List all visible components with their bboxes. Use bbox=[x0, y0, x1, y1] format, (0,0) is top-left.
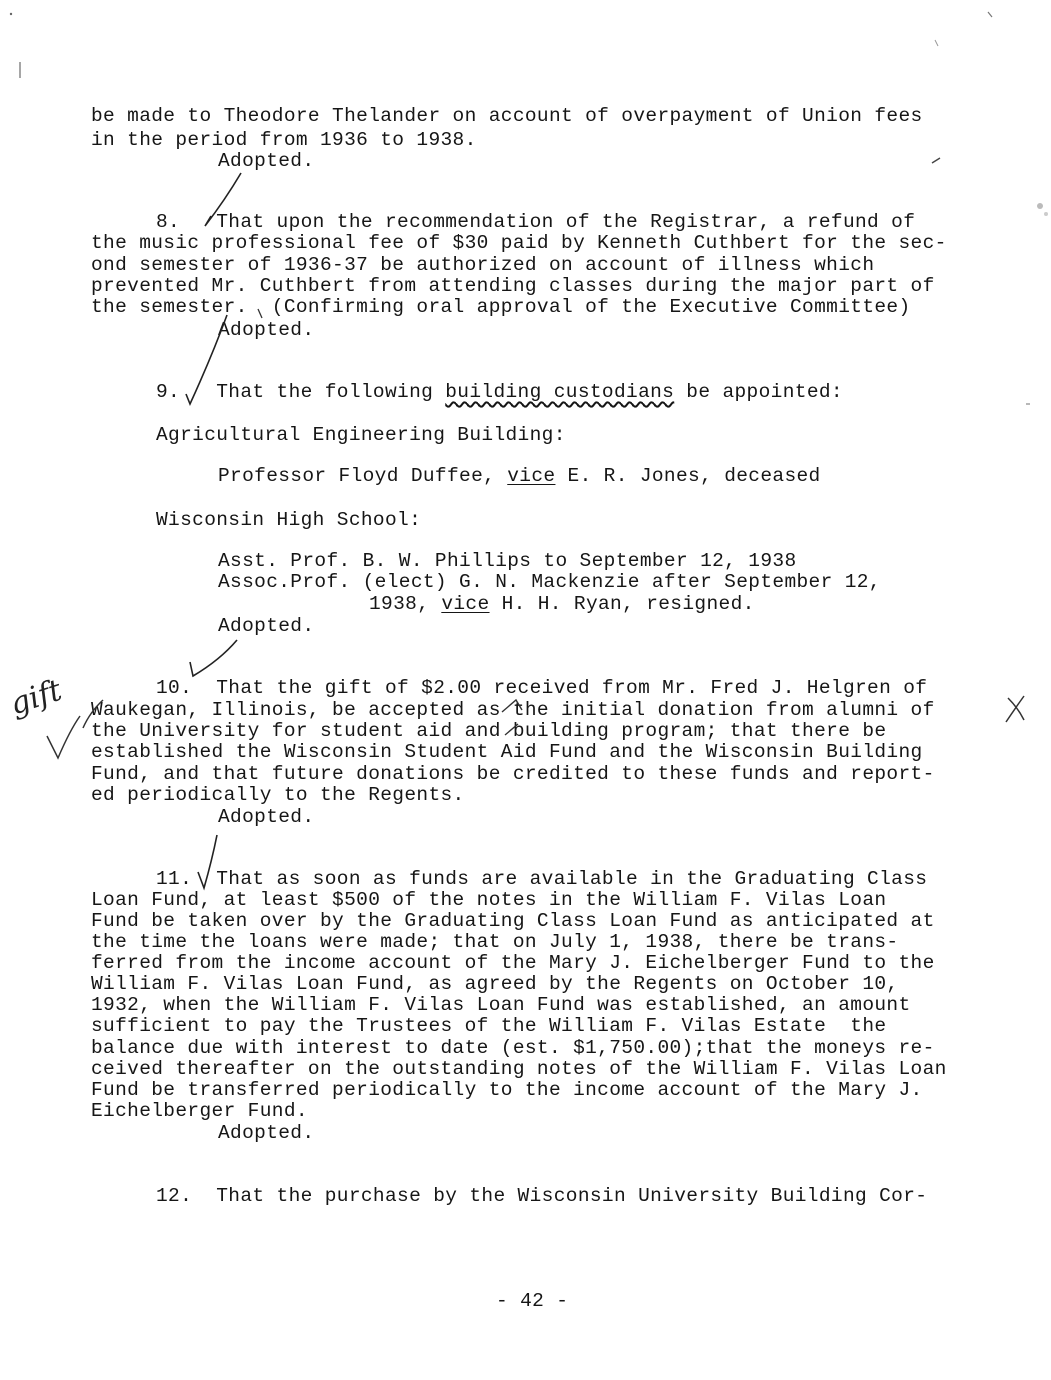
text-line: the semester. (Confirming oral approval of the Executive Committee) bbox=[91, 296, 911, 318]
section-heading: Agricultural Engineering Building: bbox=[156, 424, 566, 446]
appointment-line: Assoc.Prof. (elect) G. N. Mackenzie after September 12, bbox=[218, 571, 881, 593]
text-line: be made to Theodore Thelander on account of overpayment of Union fees bbox=[91, 105, 923, 127]
check-mark-icon bbox=[190, 640, 237, 676]
text-line: Fund, and that future donations be credited to these funds and report- bbox=[91, 763, 935, 785]
text-segment: 9. That the following bbox=[156, 381, 446, 403]
item-12-line: 12. That the purchase by the Wisconsin University Building Cor- bbox=[156, 1185, 928, 1207]
text-line: ond semester of 1936-37 be authorized on account of illness which bbox=[91, 254, 875, 276]
text-line: sufficient to pay the Trustees of the William F. Vilas Estate the bbox=[91, 1015, 887, 1037]
adopted-label: Adopted. bbox=[218, 615, 315, 637]
text-segment: be appointed: bbox=[674, 381, 843, 403]
item-10-line: 10. That the gift of $2.00 received from Mr. Fred J. Helgren of bbox=[156, 677, 928, 699]
adopted-label: Adopted. bbox=[218, 319, 315, 341]
ink-mark-icon bbox=[932, 158, 940, 163]
appointment-line bbox=[218, 465, 821, 487]
handwritten-margin-note: gift bbox=[5, 672, 67, 723]
item-9-line bbox=[156, 381, 843, 403]
text-line: balance due with interest to date (est. $1,750.00);that the moneys re- bbox=[91, 1037, 935, 1059]
appointment-line bbox=[369, 593, 755, 615]
text-line: in the period from 1936 to 1938. bbox=[91, 129, 477, 151]
underlined-term: building custodians bbox=[445, 381, 675, 403]
adopted-label: Adopted. bbox=[218, 1122, 315, 1144]
text-line: prevented Mr. Cuthbert from attending classes during the major part of bbox=[91, 275, 935, 297]
appointment-line: Asst. Prof. B. W. Phillips to September 12, 1938 bbox=[218, 550, 797, 572]
text-line: the time the loans were made; that on July 1, 1938, there be trans- bbox=[91, 931, 899, 953]
ink-speck-icon bbox=[10, 13, 12, 15]
text-line: Fund be taken over by the Graduating Class Loan Fund as anticipated at bbox=[91, 910, 935, 932]
text-line: Loan Fund, at least $500 of the notes in the William F. Vilas Loan bbox=[91, 889, 887, 911]
ink-speck-icon bbox=[988, 12, 992, 17]
text-line: the music professional fee of $30 paid by Kenneth Cuthbert for the sec- bbox=[91, 232, 947, 254]
text-segment: Professor Floyd Duffee, bbox=[218, 465, 508, 487]
text-line: ferred from the income account of the Mary J. Eichelberger Fund to the bbox=[91, 952, 935, 974]
ink-speck-icon bbox=[935, 40, 938, 46]
text-line: established the Wisconsin Student Aid Fund and the Wisconsin Building bbox=[91, 741, 923, 763]
text-segment: E. R. Jones, deceased bbox=[555, 465, 821, 487]
adopted-label: Adopted. bbox=[218, 150, 315, 172]
text-segment: 1938, bbox=[369, 593, 442, 615]
text-line: Eichelberger Fund. bbox=[91, 1100, 308, 1122]
text-line: ceived thereafter on the outstanding notes of the William F. Vilas Loan bbox=[91, 1058, 947, 1080]
smudge-icon bbox=[1037, 203, 1043, 209]
item-11-line: 11. That as soon as funds are available in the Graduating Class bbox=[156, 868, 928, 890]
text-line: Fund be transferred periodically to the income account of the Mary J. bbox=[91, 1079, 923, 1101]
underlined-term: vice bbox=[507, 465, 556, 487]
page-number: - 42 - bbox=[496, 1290, 569, 1312]
underlined-term: vice bbox=[441, 593, 490, 615]
adopted-label: Adopted. bbox=[218, 806, 315, 828]
smudge-icon bbox=[1044, 212, 1048, 216]
text-line: ed periodically to the Regents. bbox=[91, 784, 465, 806]
item-8-line: 8. That upon the recommendation of the Registrar, a refund of bbox=[156, 211, 916, 233]
text-line: Waukegan, Illinois, be accepted as the initial donation from alumni of bbox=[91, 699, 935, 721]
text-line: William F. Vilas Loan Fund, as agreed by the Regents on October 10, bbox=[91, 973, 899, 995]
x-mark-icon bbox=[1006, 696, 1024, 722]
text-line: 1932, when the William F. Vilas Loan Fund was established, an amount bbox=[91, 994, 911, 1016]
text-line: the University for student aid and building program; that there be bbox=[91, 720, 887, 742]
text-segment: H. H. Ryan, resigned. bbox=[489, 593, 755, 615]
check-mark-icon bbox=[47, 716, 80, 758]
section-heading: Wisconsin High School: bbox=[156, 509, 422, 531]
